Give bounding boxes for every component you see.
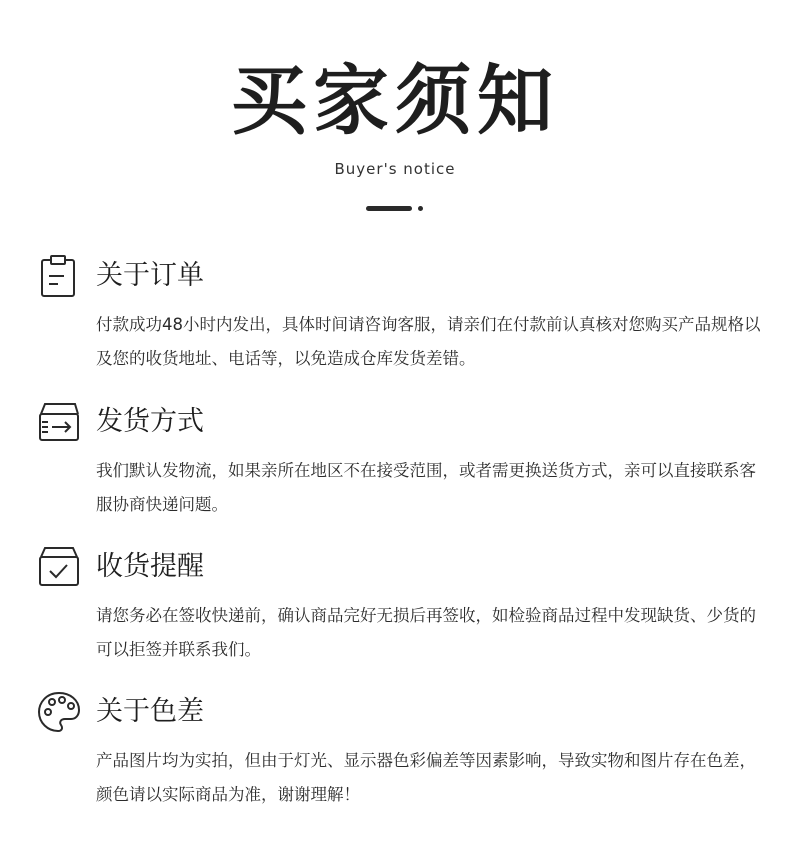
- divider-bar: [366, 206, 412, 211]
- section-order: [36, 254, 766, 374]
- section-color-difference: [36, 690, 766, 804]
- palette-icon: [36, 690, 80, 734]
- shipping-box-icon: [36, 400, 80, 444]
- clipboard-icon: [36, 254, 80, 298]
- page-title: 买家须知: [231, 56, 559, 145]
- section-body: 付款成功48小时内发出，具体时间请咨询客服，请亲们在付款前认真核对您购买产品规格以及您的收货地址、电话等，以免造成仓库发货差错。: [96, 315, 761, 368]
- section-shipping: [36, 400, 766, 514]
- section-body: 产品图片均为实拍，但由于灯光、显示器色彩偏差等因素影响，导致实物和图片存在色差，颜色请以实际商品为准，谢谢理解！: [96, 751, 756, 804]
- section-heading: 收货提醒: [96, 551, 204, 582]
- checked-box-icon: [36, 545, 80, 589]
- title-divider: [366, 206, 426, 212]
- section-heading: 发货方式: [96, 406, 204, 437]
- section-heading: 关于订单: [96, 260, 204, 291]
- page-subtitle: Buyer's notice: [334, 160, 456, 178]
- section-heading: 关于色差: [96, 696, 204, 727]
- section-receiving: [36, 545, 766, 659]
- section-body: 请您务必在签收快递前，确认商品完好无损后再签收，如检验商品过程中发现缺货、少货的可以拒签并联系我们。: [96, 606, 756, 659]
- divider-dot: [418, 206, 423, 211]
- section-body: 我们默认发物流，如果亲所在地区不在接受范围，或者需更换送货方式，亲可以直接联系客服协商快递问题。: [96, 461, 756, 514]
